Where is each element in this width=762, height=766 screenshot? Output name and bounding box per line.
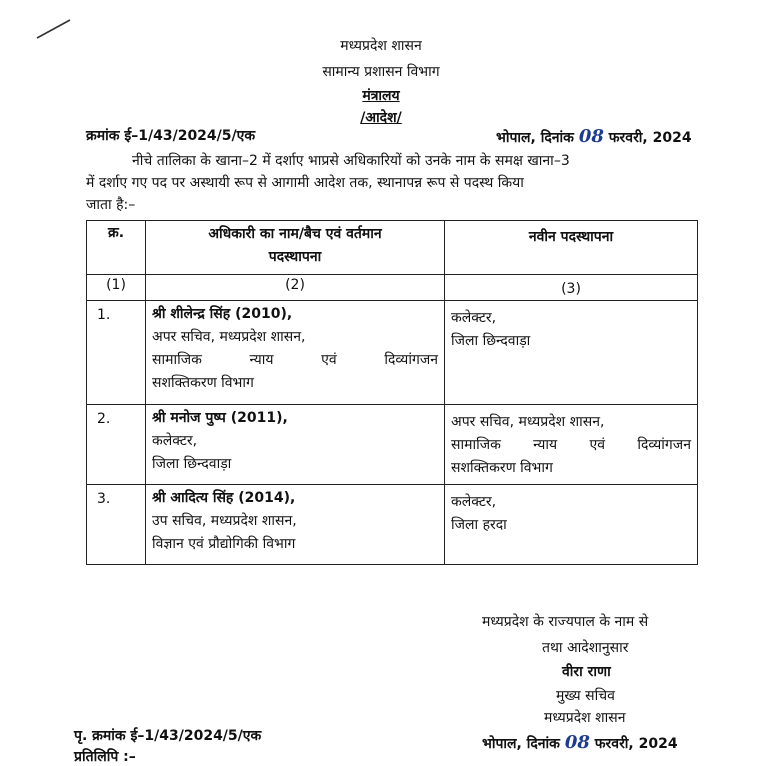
new-posting-line: कलेक्टर,: [451, 494, 497, 510]
signatory-designation: मुख्य सचिव: [556, 688, 615, 704]
officer-name: श्री मनोज पुष्प (2011),: [152, 410, 288, 426]
header-order-title: /आदेश/: [360, 110, 402, 126]
officer-current-line: विज्ञान एवं प्रौद्योगिकी विभाग: [152, 536, 296, 552]
header-officer-line-1: अधिकारी का नाम/बैच एवं वर्तमान: [208, 226, 382, 242]
order-place-date: [496, 126, 692, 147]
handwritten-endorsement-day: 08: [564, 732, 590, 753]
endorsement-date-suffix: फरवरी, 2024: [594, 736, 678, 752]
table-colnum-row: [87, 275, 698, 301]
row-new-posting: [445, 405, 698, 485]
new-posting-line: जिला छिन्दवाड़ा: [451, 333, 531, 349]
signature-authority-line-1: मध्यप्रदेश के राज्यपाल के नाम से: [482, 614, 649, 630]
new-posting-line: अपर सचिव, मध्यप्रदेश शासन,: [451, 414, 605, 430]
officer-current-line: सामाजिक न्याय एवं दिव्यांगजन: [152, 352, 438, 368]
table-row: [87, 301, 698, 405]
row-new-posting: [445, 485, 698, 565]
header-department: सामान्य प्रशासन विभाग: [322, 64, 440, 80]
row-new-posting: [445, 301, 698, 405]
officer-current-line: जिला छिन्दवाड़ा: [152, 456, 232, 472]
posting-table: [86, 220, 698, 565]
header-ministry: मंत्रालय: [362, 88, 400, 104]
intro-line-3: जाता है:–: [86, 197, 136, 213]
table-header-row: [87, 221, 698, 275]
signature-authority-line-2: तथा आदेशानुसार: [542, 640, 629, 656]
intro-line-2: में दर्शाए गए पद पर अस्थायी रूप से आगामी आदेश तक, स्थानापन्न रूप से पदस्थ किया: [86, 175, 524, 191]
header-govt: मध्यप्रदेश शासन: [340, 38, 422, 54]
row-officer: [146, 485, 445, 565]
officer-current-line: कलेक्टर,: [152, 433, 198, 449]
officer-name: श्री शीलेन्द्र सिंह (2010),: [152, 306, 293, 322]
row-serial: 2.: [87, 405, 146, 485]
copy-label: प्रतिलिपि :–: [74, 749, 136, 765]
header-officer-line-2: पदस्थापना: [268, 249, 322, 265]
row-officer: [146, 301, 445, 405]
signatory-name: वीरा राणा: [562, 664, 611, 680]
date-suffix: फरवरी, 2024: [608, 130, 692, 146]
order-number: क्रमांक ई–1/43/2024/5/एक: [86, 128, 256, 144]
handwritten-date-day: 08: [578, 126, 604, 147]
officer-current-line: अपर सचिव, मध्यप्रदेश शासन,: [152, 329, 306, 345]
colnum-3: (3): [445, 275, 698, 301]
date-prefix: भोपाल, दिनांक: [496, 130, 574, 146]
header-officer: [146, 221, 445, 275]
header-serial: क्र.: [87, 221, 146, 275]
signatory-organization: मध्यप्रदेश शासन: [544, 710, 626, 726]
endorsement-place-date: [482, 732, 678, 753]
officer-name: श्री आदित्य सिंह (2014),: [152, 490, 296, 506]
colnum-2: (2): [146, 275, 445, 301]
header-new-posting: नवीन पदस्थापना: [445, 221, 698, 275]
table-row: [87, 405, 698, 485]
new-posting-line: सामाजिक न्याय एवं दिव्यांगजन: [451, 437, 691, 453]
officer-current-line: उप सचिव, मध्यप्रदेश शासन,: [152, 513, 297, 529]
table-row: [87, 485, 698, 565]
row-officer: [146, 405, 445, 485]
row-serial: 1.: [87, 301, 146, 405]
officer-current-line: सशक्तिकरण विभाग: [152, 375, 254, 391]
new-posting-line: सशक्तिकरण विभाग: [451, 460, 553, 476]
row-serial: 3.: [87, 485, 146, 565]
new-posting-line: कलेक्टर,: [451, 310, 497, 326]
endorsement-number: पृ. क्रमांक ई–1/43/2024/5/एक: [74, 728, 262, 744]
intro-line-1: नीचे तालिका के खाना–2 में दर्शाए भाप्रसे अधिकारियों को उनके नाम के समक्ष खाना–3: [132, 153, 570, 169]
endorsement-date-prefix: भोपाल, दिनांक: [482, 736, 560, 752]
new-posting-line: जिला हरदा: [451, 517, 507, 533]
colnum-1: (1): [87, 275, 146, 301]
